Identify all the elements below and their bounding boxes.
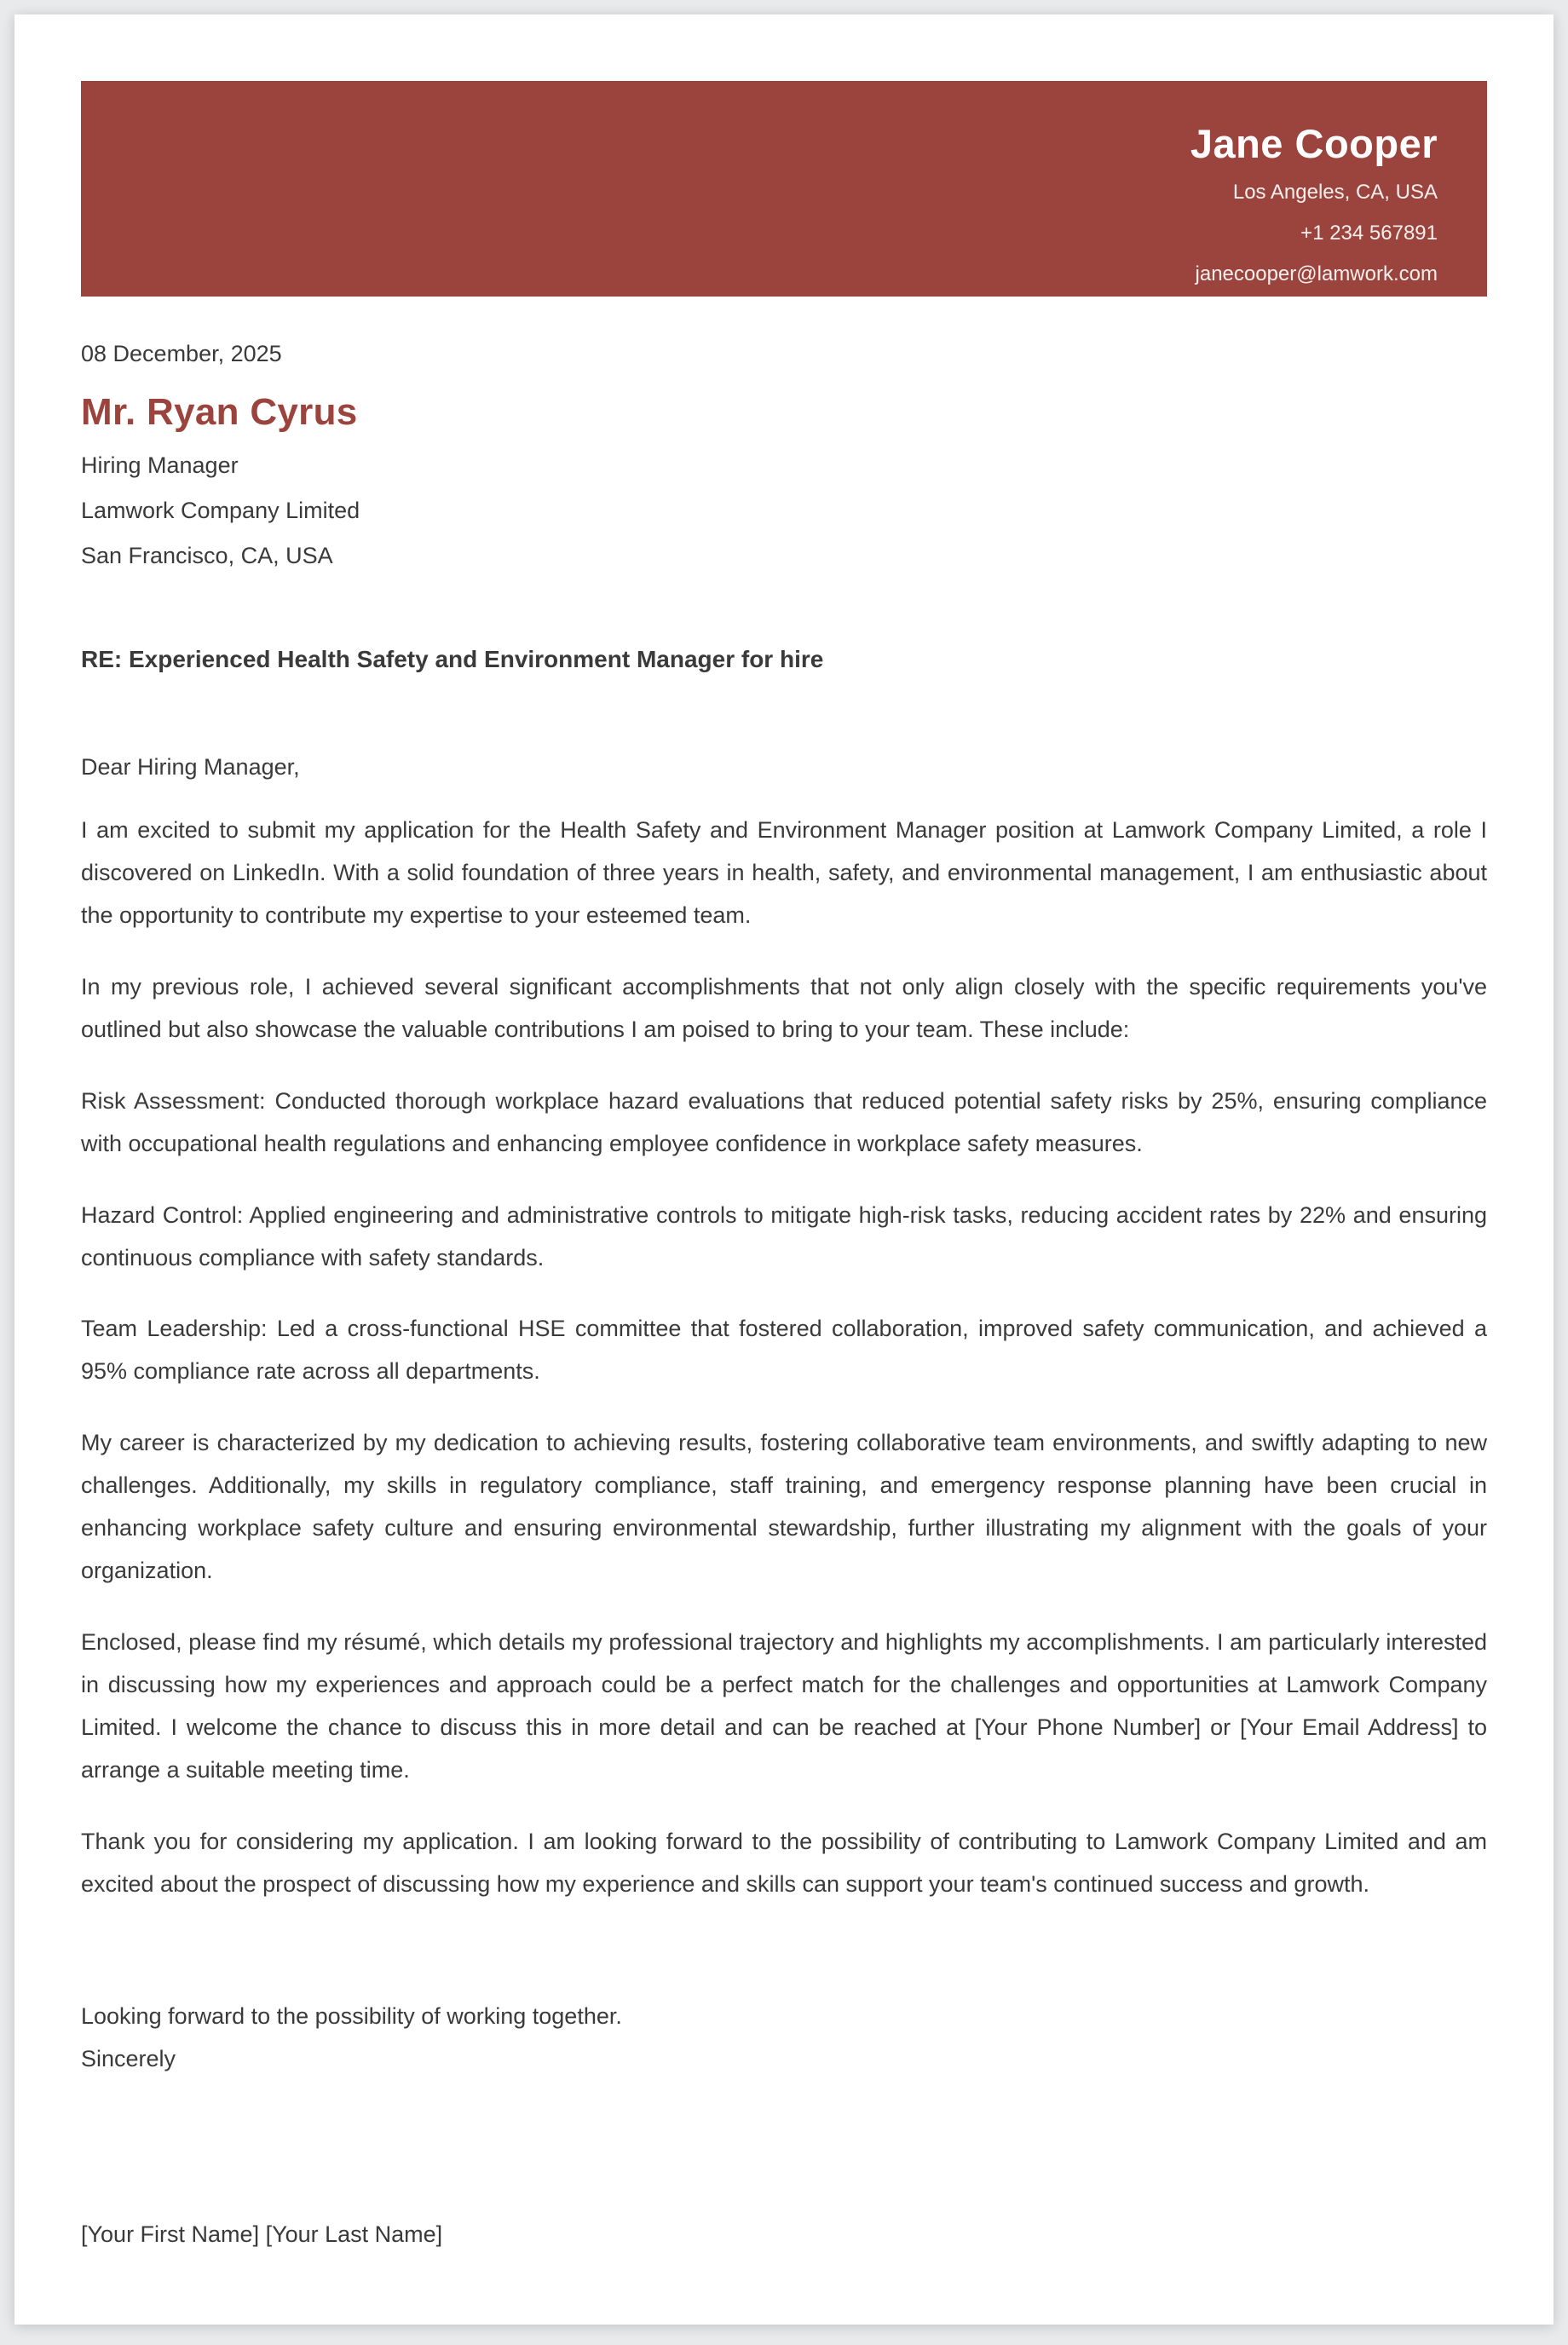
body-paragraph-6: My career is characterized by my dedication to achieving results, fostering collaborative team environments, and swiftly adapting to new challenges. Additionally, my skills in regulatory compliance, staff training, and emergency response planning have been crucial in enhancing workplace safety culture and ensuring environmental stewardship, further illustrating my alignment with the goals of your organization. [81,1430,1487,1584]
signature-name: [Your First Name] [Your Last Name] [81,2221,443,2247]
recipient-name: Mr. Ryan Cyrus [81,391,358,433]
sender-name: Jane Cooper [1190,121,1438,166]
body-paragraph-1: I am excited to submit my application for the Health Safety and Environment Manager position at Lamwork Company Limited, a role I discovered on LinkedIn. With a solid foundation of three years in health, safety, and environmental management, I am enthusiastic about the opportunity to contribute my expertise to your esteemed team. [81,817,1487,928]
recipient-company: Lamwork Company Limited [81,498,360,523]
salutation: Dear Hiring Manager, [81,754,300,780]
subject-line: RE: Experienced Health Safety and Environment Manager for hire [81,646,824,672]
body-paragraph-3: Risk Assessment: Conducted thorough workplace hazard evaluations that reduced potential safety risks by 25%, ensuring compliance with occupational health regulations and enhancing employee confidence in workplace safety measures. [81,1087,1487,1156]
sincerely-line: Sincerely [81,2045,176,2071]
letter-date: 08 December, 2025 [81,341,282,366]
letter-page [14,14,1554,2325]
recipient-title: Hiring Manager [81,452,239,478]
letterhead [81,81,1487,297]
sender-phone: +1 234 567891 [1300,222,1438,245]
body-paragraph-5: Team Leadership: Led a cross-functional HSE committee that fostered collaboration, improved safety communication, and achieved a 95% compliance rate across all departments. [81,1316,1487,1385]
body-paragraph-7: Enclosed, please find my résumé, which details my professional trajectory and highlights my accomplishments. I am particularly interested in discussing how my experiences and approach could be a perfect match for the challenges and opportunities at Lamwork Company Limited. I welcome the chance to discuss this in more detail and can be reached at [Your Phone Number] or [Your Email Address] to arrange a suitable meeting time. [81,1629,1487,1783]
recipient-location: San Francisco, CA, USA [81,543,333,568]
sender-email: janecooper@lamwork.com [1195,262,1438,285]
closing-line: Looking forward to the possibility of working together. [81,2002,622,2029]
sender-location: Los Angeles, CA, USA [1232,181,1438,204]
body-paragraph-8: Thank you for considering my application. I am looking forward to the possibility of contributing to Lamwork Company Limited and am excited about the prospect of discussing how my experience and skills can support your team's continued success and growth. [81,1828,1487,1897]
body-paragraph-4: Hazard Control: Applied engineering and administrative controls to mitigate high-risk tasks, reducing accident rates by 22% and ensuring continuous compliance with safety standards. [81,1201,1487,1270]
closing-block [81,1996,1487,2248]
body-paragraph-2: In my previous role, I achieved several significant accomplishments that not only align closely with the specific requirements you've outlined but also showcase the valuable contributions I am poised to bring to your team. These include: [81,973,1487,1042]
